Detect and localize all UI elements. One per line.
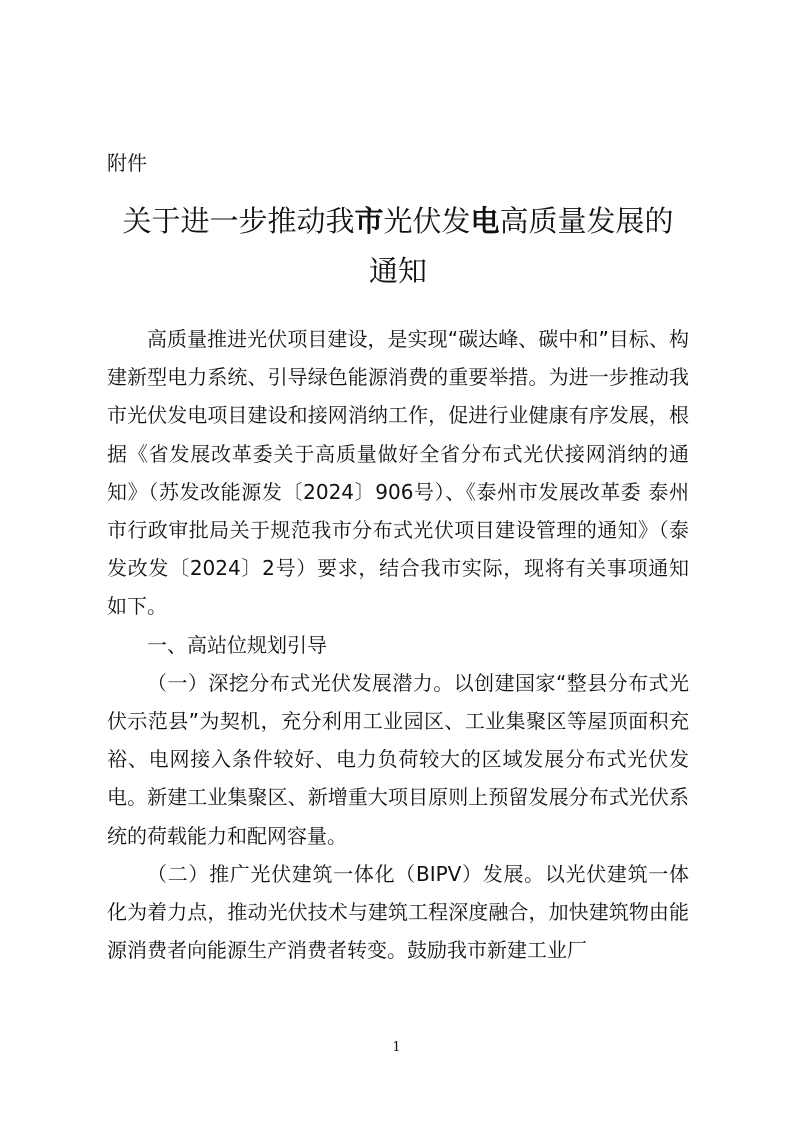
title-part-4: 通知	[368, 254, 427, 288]
section-heading-1: 一、高站位规划引导	[147, 632, 327, 657]
document-body	[107, 320, 689, 969]
paragraph-item-2: （二）推广光伏建筑一体化（BIPV）发展。以光伏建筑一体化为着力点，推动光伏技术与建筑工程深度融合，加快建筑物由能源消费者向能源生产消费者转变。鼓励我市新建工业厂	[107, 861, 689, 963]
page-number: 1	[392, 1040, 401, 1055]
paragraph-item-1: （一）深挖分布式光伏发展潜力。以创建国家“整县分布式光伏示范县”为契机，充分利用工业园区、工业集聚区等屋顶面积充裕、电网接入条件较好、电力负荷较大的区域发展分布式光伏发电。新建工业集聚区、新增重大项目原则上预留发展分布式光伏系统的荷载能力和配网容量。	[107, 670, 689, 848]
title-bold-1: 市	[354, 204, 384, 238]
title-part-2: 光伏发	[383, 204, 471, 238]
document-title	[96, 196, 700, 296]
attachment-label: 附件	[107, 151, 147, 175]
title-part-1: 关于进一步推动我	[122, 204, 355, 238]
paragraph-intro: 高质量推进光伏项目建设，是实现“碳达峰、碳中和”目标、构建新型电力系统、引导绿色能源消费的重要举措。为进一步推动我市光伏发电项目建设和接网消纳工作，促进行业健康有序发展，根据《省发展改革委关于高质量做好全省分布式光伏接网消纳的通知》（苏发改能源发〔2024〕906号）、《泰州市发展改革委 泰州市行政审批局关于规范我市分布式光伏项目建设管理的通知》（泰发改发〔2024〕2号）要求，结合我市实际，现将有关事项通知如下。	[107, 327, 689, 619]
title-part-3: 高质量发展的	[499, 204, 674, 238]
title-bold-2: 电	[470, 204, 500, 238]
